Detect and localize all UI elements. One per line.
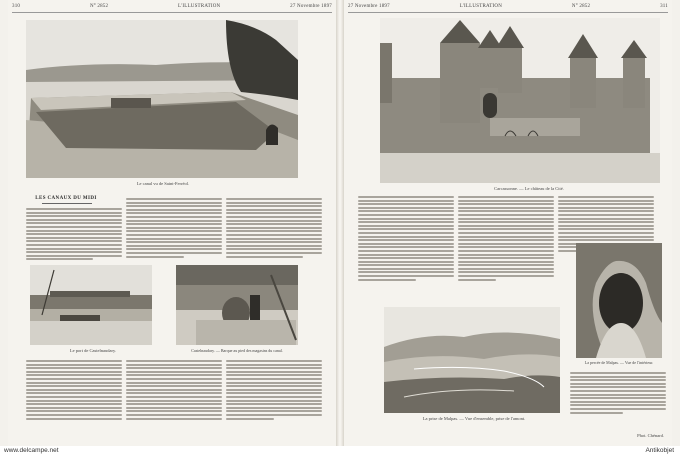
photo-barque (176, 265, 298, 345)
text-bottom-2 (126, 360, 222, 421)
right-journal-title: L'ILLUSTRATION (459, 4, 503, 9)
right-text-bottom (570, 372, 666, 415)
watermark-footer (0, 446, 680, 456)
footer-right-watermark: Antikobjet (645, 447, 674, 454)
left-page-header (12, 4, 332, 13)
caption-castle: Carcassonne. — Le château de la Cité. (494, 186, 564, 191)
caption-landscape: La prise de Malpas. — Vue d'ensemble, prise de l'amont. (422, 416, 526, 421)
caption-barque: Castelnaudary. — Barque au pied des magasins du canal. (191, 348, 283, 353)
right-issue-number: N° 2852 (571, 4, 591, 9)
footer-left-watermark: www.delcampe.net (4, 447, 59, 454)
text-column-3 (226, 198, 322, 259)
photo-castle (380, 18, 660, 183)
port-image (30, 265, 152, 345)
photo-canal-wall (26, 20, 298, 178)
left-page-number: 310 (12, 4, 21, 9)
caption-port: Le port de Castelnaudary. (69, 348, 117, 353)
right-text-column-2 (458, 196, 554, 282)
tunnel-image (576, 243, 662, 358)
barque-image (176, 265, 298, 345)
left-journal-title: L'ILLUSTRATION (178, 4, 221, 9)
caption-canal-wall: Le canal vu de Saint-Ferréol. (136, 181, 190, 186)
caption-tunnel: La percée de Malpas. — Vue de l'intérieur. (584, 360, 654, 365)
right-page (344, 0, 672, 446)
left-page (8, 0, 336, 446)
left-issue-number: N° 2852 (89, 4, 109, 9)
canal-wall-image (26, 20, 298, 178)
photo-landscape (384, 307, 560, 413)
left-date: 27 Novembre 1897 (290, 4, 332, 9)
text-column-2 (126, 198, 222, 259)
text-column-1 (26, 208, 122, 262)
right-date: 27 Novembre 1897 (348, 4, 390, 9)
photo-credit: Phot. Chénard. (637, 433, 664, 438)
right-page-header (348, 4, 668, 13)
photo-port (30, 265, 152, 345)
right-page-number: 311 (660, 4, 668, 9)
spread-gutter (336, 0, 344, 446)
article-subtitle-rule (42, 203, 92, 204)
article-title: LES CANAUX DU MIDI (35, 196, 97, 201)
text-bottom-1 (26, 360, 122, 421)
right-text-column-1 (358, 196, 454, 282)
photo-tunnel (576, 243, 662, 358)
landscape-image (384, 307, 560, 413)
text-bottom-3 (226, 360, 322, 421)
castle-image (380, 18, 660, 183)
